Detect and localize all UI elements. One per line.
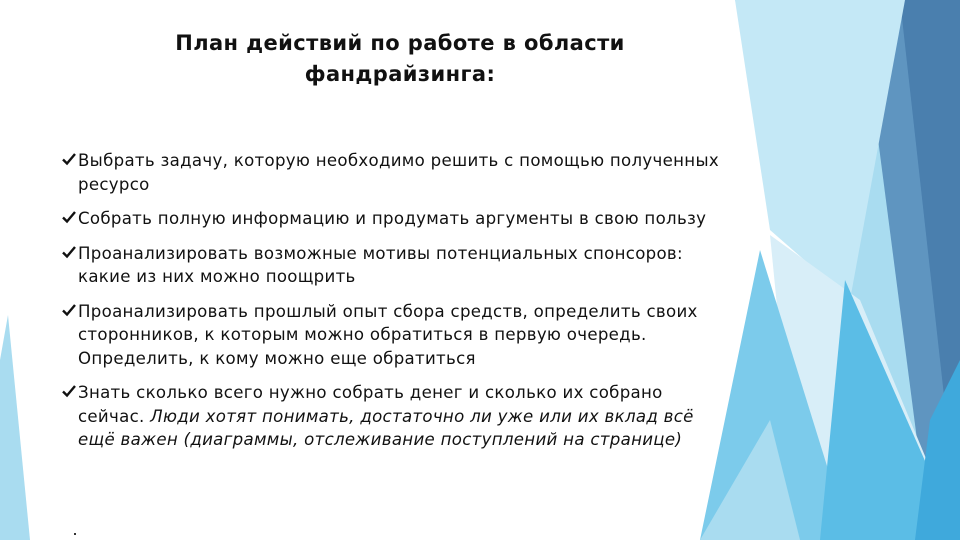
title-line-1: План действий по работе в области [175, 31, 625, 55]
list-item [62, 242, 722, 289]
list-item [62, 381, 722, 452]
list-item [62, 300, 722, 371]
stray-dot [74, 533, 76, 535]
list-item-text: Собрать полную информацию и продумать аргументы в свою пользу [78, 209, 707, 228]
checkmark-icon [62, 152, 76, 166]
title-line-2: фандрайзинга: [304, 62, 496, 86]
list-item-text: Знать сколько всего нужно собрать денег и сколько их собрано сейчас. [78, 383, 663, 426]
list-item [62, 207, 722, 231]
list-item-text: Проанализировать возможные мотивы потенциальных спонсоров: какие из них можно поощрить [78, 243, 683, 286]
checkmark-icon [62, 303, 76, 317]
checkmark-icon [62, 384, 76, 398]
list-item-text: Проанализировать прошлый опыт сбора средств, определить своих сторонников, к которым можно обратиться в первую очередь. Определить, к кому можно еще обратиться [78, 301, 698, 368]
list-item-text: Выбрать задачу, которую необходимо решить с помощью полученных ресурсо [78, 151, 719, 194]
list-item [62, 149, 722, 196]
list-item-emphasis: Люди хотят понимать, достаточно ли уже или их вклад всё ещё важен (диаграммы, отслеживание поступлений на странице) [78, 406, 694, 449]
slide-title [100, 28, 700, 90]
checkmark-icon [62, 210, 76, 224]
action-list [62, 149, 722, 463]
checkmark-icon [62, 245, 76, 259]
